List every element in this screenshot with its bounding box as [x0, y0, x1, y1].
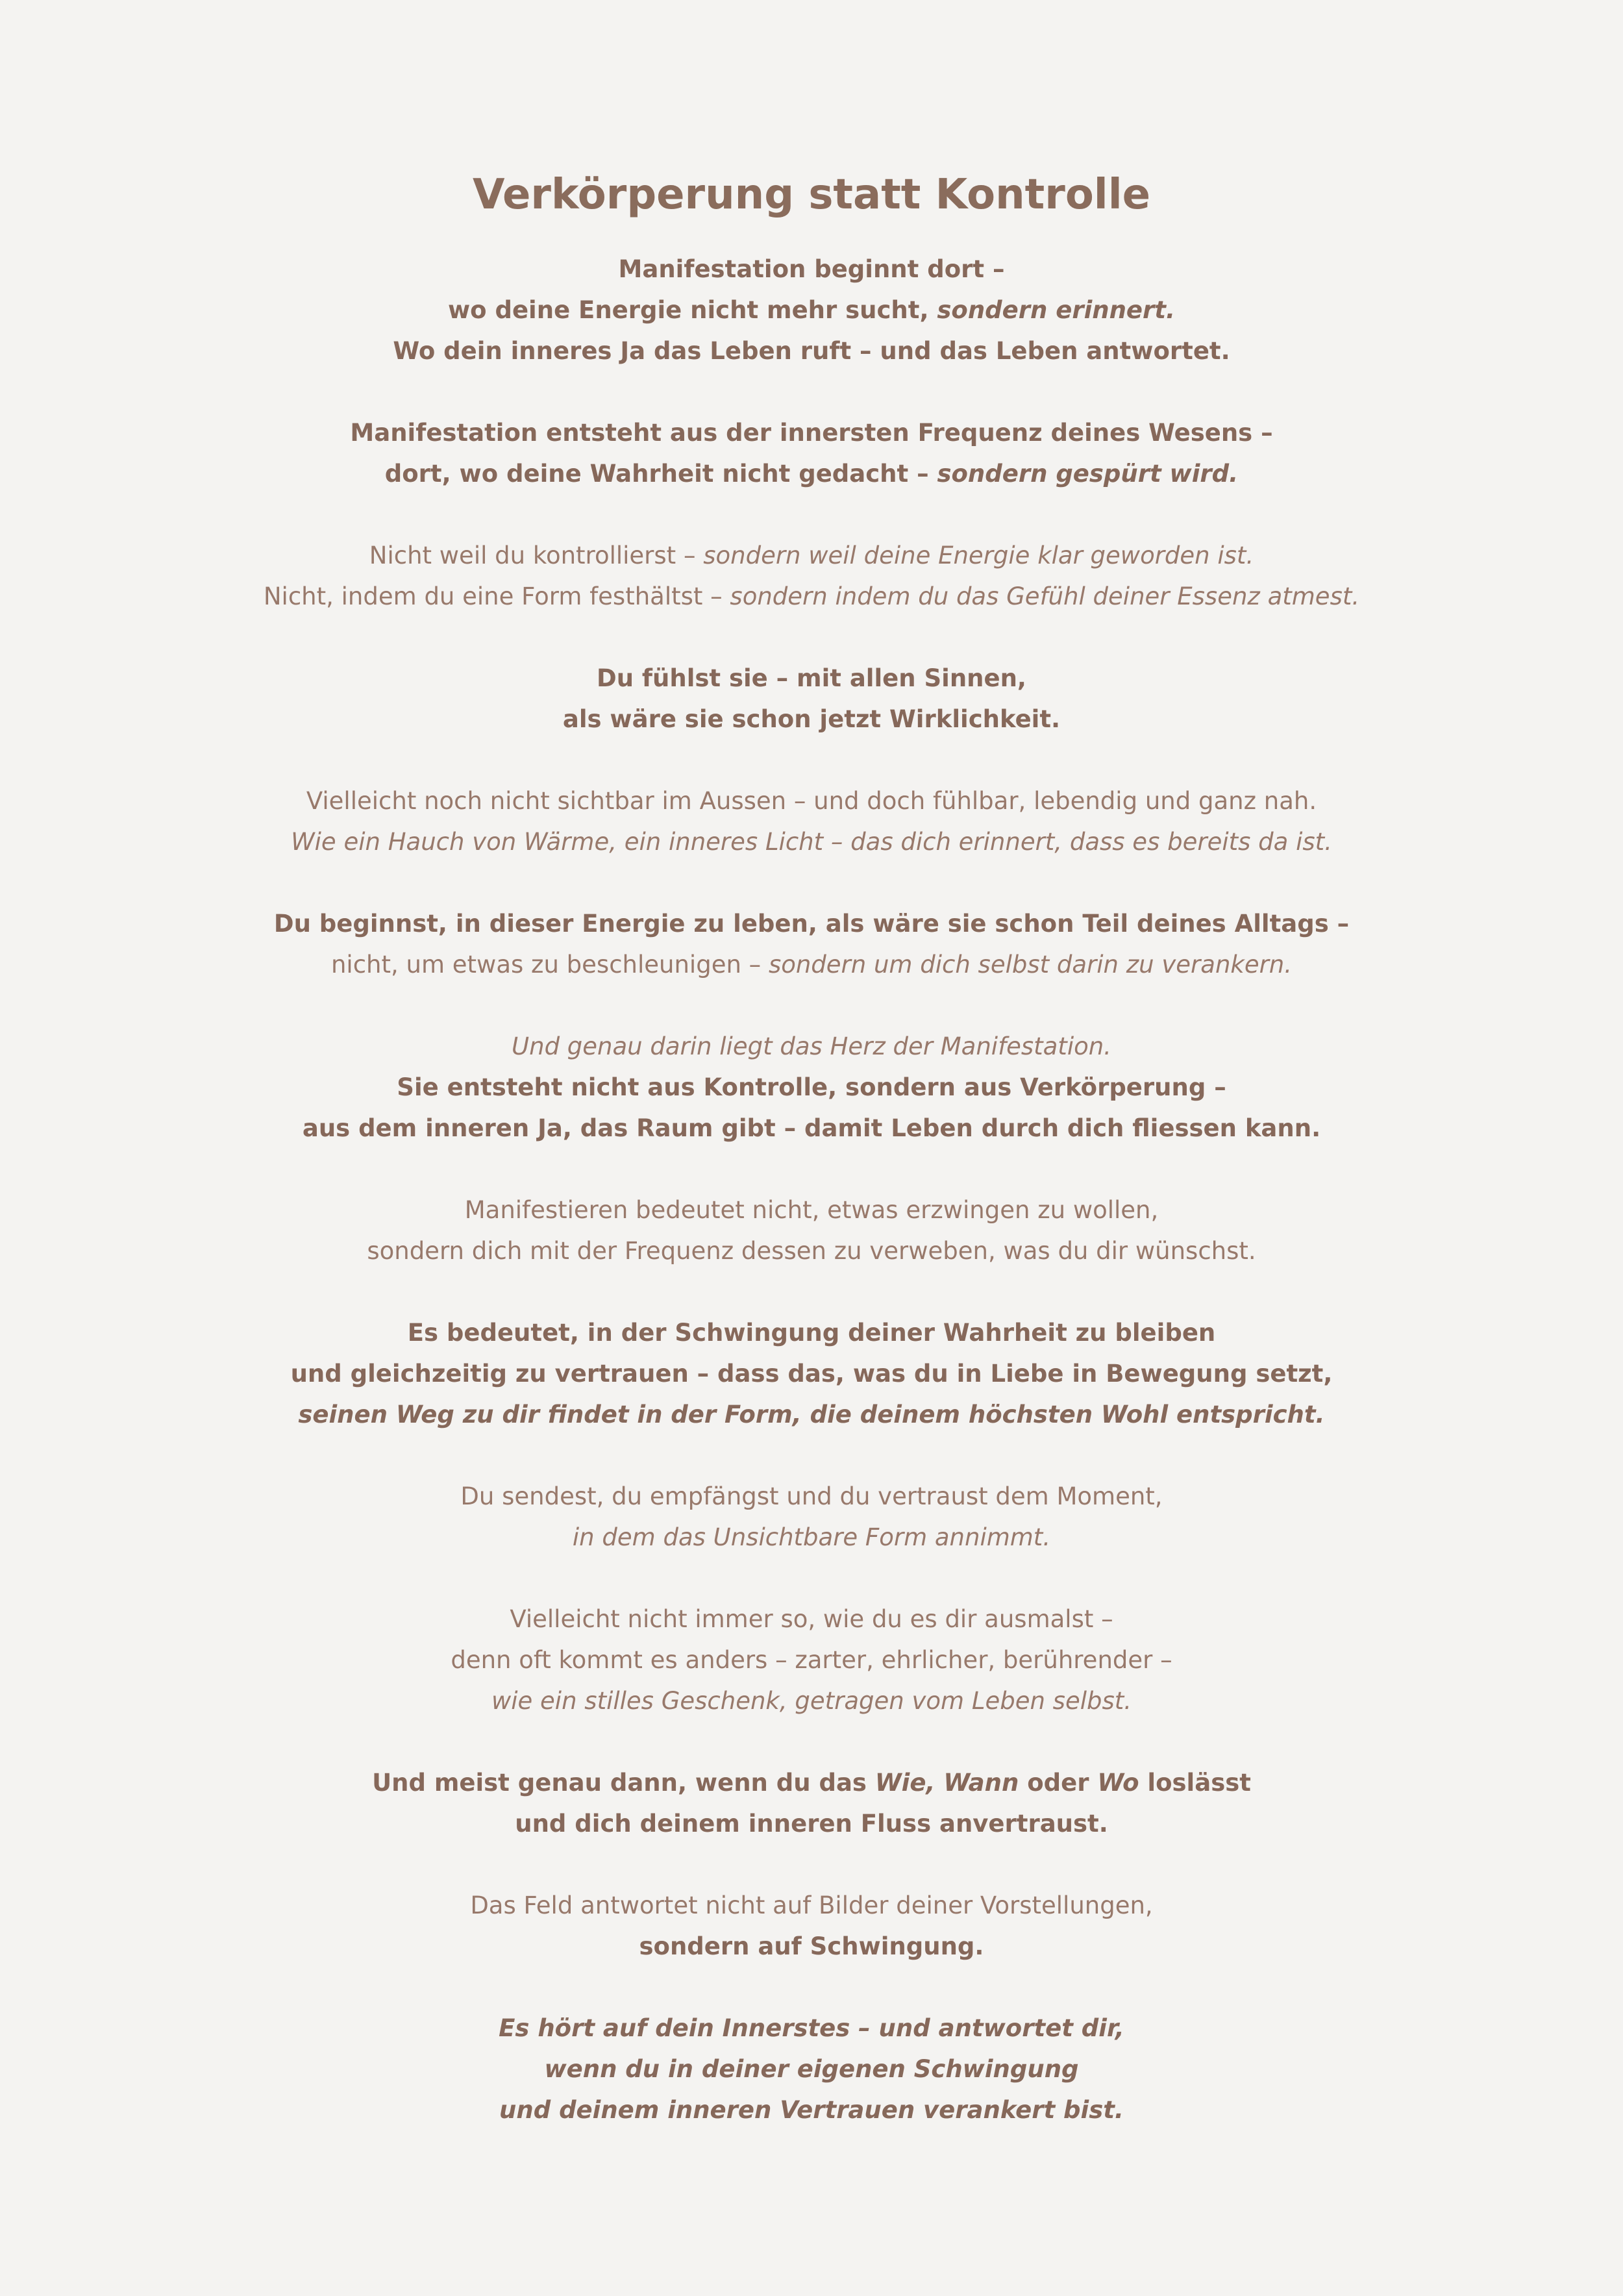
line-text-emphasis: sondern indem du das Gefühl deiner Essenz atmest.: [730, 582, 1360, 610]
stanza: [0, 535, 1623, 617]
line-text: Und genau darin liegt das Herz der Manifestation.: [512, 1032, 1111, 1060]
stanza: [0, 1312, 1623, 1435]
poem-line: [0, 903, 1623, 944]
line-text-emphasis: sondern um dich selbst darin zu verankern.: [768, 951, 1293, 979]
poem-line: [0, 576, 1623, 617]
line-text-emphasis: sondern gespürt wird.: [937, 460, 1239, 488]
line-text: in dem das Unsichtbare Form annimmt.: [572, 1523, 1051, 1551]
line-text: Das Feld antwortet nicht auf Bilder deiner Vorstellungen,: [470, 1891, 1153, 1919]
stanza: [0, 1885, 1623, 1967]
stanza: [0, 1762, 1623, 1844]
poem-line: [0, 1599, 1623, 1640]
poem-line: [0, 1353, 1623, 1394]
line-text: Vielleicht noch nicht sichtbar im Aussen – und doch fühlbar, lebendig und ganz nah.: [306, 787, 1317, 815]
line-text-emphasis: Wie, Wann: [874, 1769, 1019, 1797]
line-text: und dich deinem inneren Fluss anvertraust.: [515, 1810, 1108, 1838]
line-text: Manifestation beginnt dort –: [618, 255, 1005, 283]
line-text: und gleichzeitig zu vertrauen – dass das, was du in Liebe in Bewegung setzt,: [290, 1360, 1333, 1388]
line-text: Du beginnst, in dieser Energie zu leben, als wäre sie schon Teil deines Alltags –: [273, 910, 1350, 938]
stanza: [0, 2008, 1623, 2130]
poem-line: [0, 699, 1623, 740]
poem-line: [0, 1803, 1623, 1844]
line-text: Du sendest, du empfängst und du vertraust dem Moment,: [460, 1482, 1163, 1510]
line-text: wo deine Energie nicht mehr sucht,: [447, 296, 937, 324]
poem-line: [0, 453, 1623, 494]
poem-line: [0, 658, 1623, 699]
line-text: Nicht weil du kontrollierst –: [369, 542, 704, 569]
line-text: und deinem inneren Vertrauen verankert bist.: [499, 2096, 1124, 2124]
poem-line: [0, 1517, 1623, 1558]
poem-line: [0, 331, 1623, 371]
stanza: [0, 412, 1623, 494]
poem-line: [0, 1230, 1623, 1271]
stanza: [0, 658, 1623, 740]
line-text: Manifestation entsteht aus der innersten Frequenz deines Wesens –: [350, 419, 1273, 447]
poem-line: [0, 2049, 1623, 2090]
line-text: Nicht, indem du eine Form festhältst –: [263, 582, 730, 610]
poem-line: [0, 1067, 1623, 1108]
line-text: sondern auf Schwingung.: [639, 1932, 984, 1960]
stanza: [0, 1026, 1623, 1149]
line-text-emphasis: sondern erinnert.: [937, 296, 1176, 324]
poem-line: [0, 944, 1623, 985]
poem-body: [0, 249, 1623, 2171]
line-text-emphasis: Wo: [1097, 1769, 1139, 1797]
poem-line: [0, 1476, 1623, 1517]
line-text: aus dem inneren Ja, das Raum gibt – damit Leben durch dich fliessen kann.: [302, 1114, 1321, 1142]
poem-line: [0, 1680, 1623, 1721]
poem-line: [0, 780, 1623, 821]
line-text: sondern dich mit der Frequenz dessen zu verweben, was du dir wünschst.: [367, 1237, 1256, 1265]
line-text: Es bedeutet, in der Schwingung deiner Wahrheit zu bleiben: [407, 1319, 1216, 1347]
line-text: als wäre sie schon jetzt Wirklichkeit.: [562, 705, 1061, 733]
poem-line: [0, 249, 1623, 290]
line-text: wie ein stilles Geschenk, getragen vom Leben selbst.: [491, 1687, 1132, 1715]
poem-line: [0, 1312, 1623, 1353]
line-text: Wie ein Hauch von Wärme, ein inneres Licht – das dich erinnert, dass es bereits da ist.: [291, 828, 1332, 856]
line-text: Du fühlst sie – mit allen Sinnen,: [596, 664, 1026, 692]
poem-line: [0, 2090, 1623, 2130]
stanza: [0, 1599, 1623, 1721]
poem-line: [0, 1026, 1623, 1067]
line-text: wenn du in deiner eigenen Schwingung: [544, 2055, 1079, 2083]
stanza: [0, 903, 1623, 985]
poem-line: [0, 535, 1623, 576]
line-text: denn oft kommt es anders – zarter, ehrlicher, berührender –: [451, 1646, 1172, 1674]
poem-line: [0, 1885, 1623, 1926]
stanza: [0, 1190, 1623, 1271]
poem-line: [0, 821, 1623, 862]
poem-line: [0, 1108, 1623, 1149]
poem-line: [0, 1190, 1623, 1230]
line-text: seinen Weg zu dir findet in der Form, die deinem höchsten Wohl entspricht.: [298, 1401, 1325, 1429]
line-text-emphasis: sondern weil deine Energie klar geworden ist.: [703, 542, 1254, 569]
poem-line: [0, 2008, 1623, 2049]
line-text: Manifestieren bedeutet nicht, etwas erzwingen zu wollen,: [464, 1196, 1159, 1224]
poem-line: [0, 290, 1623, 331]
line-text: loslässt: [1139, 1769, 1251, 1797]
line-text: Es hört auf dein Innerstes – und antwortet dir,: [499, 2014, 1124, 2042]
stanza: [0, 249, 1623, 371]
line-text: dort, wo deine Wahrheit nicht gedacht –: [384, 460, 937, 488]
stanza: [0, 1476, 1623, 1558]
page-title: Verkörperung statt Kontrolle: [472, 171, 1151, 219]
poem-line: [0, 1762, 1623, 1803]
poem-line: [0, 1394, 1623, 1435]
line-text: oder: [1019, 1769, 1098, 1797]
line-text: Vielleicht nicht immer so, wie du es dir ausmalst –: [510, 1605, 1113, 1633]
poem-line: [0, 1926, 1623, 1967]
stanza: [0, 780, 1623, 862]
poem-line: [0, 412, 1623, 453]
line-text: Wo dein inneres Ja das Leben ruft – und das Leben antwortet.: [393, 337, 1230, 365]
line-text: Und meist genau dann, wenn du das: [372, 1769, 875, 1797]
line-text: Sie entsteht nicht aus Kontrolle, sondern aus Verkörperung –: [397, 1073, 1226, 1101]
line-text: nicht, um etwas zu beschleunigen –: [330, 951, 769, 979]
poem-line: [0, 1640, 1623, 1680]
